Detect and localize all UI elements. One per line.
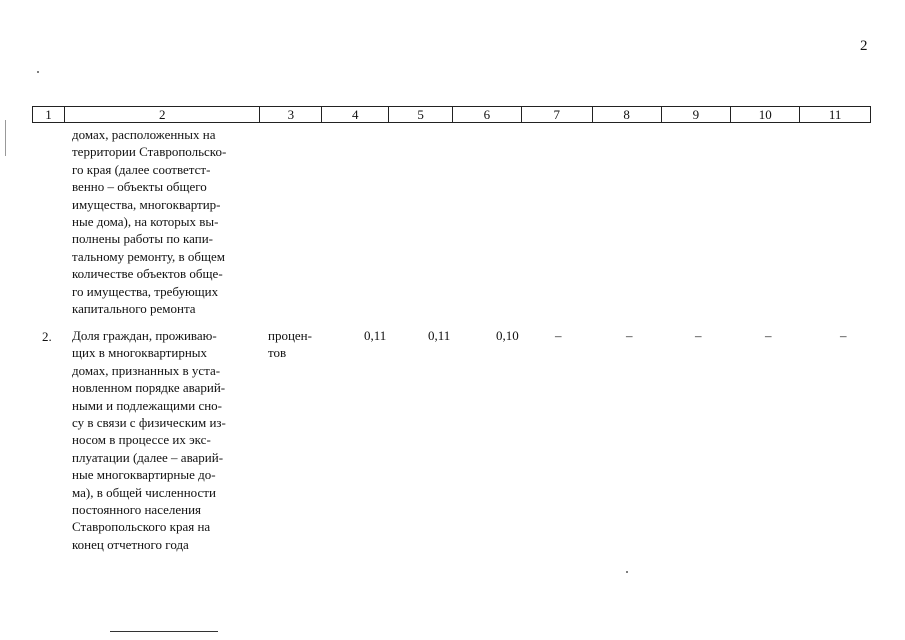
header-col-8: 8 [593,107,662,122]
row2-value-col8: – [626,328,633,343]
row2-value-col10: – [765,328,772,343]
header-col-2: 2 [65,107,261,122]
header-col-4: 4 [322,107,389,122]
row2-unit: процен- тов [268,328,312,361]
row2-description: Доля граждан, проживаю- щих в многоквартирных домах, признанных в уста- новленном порядке аварий- ными и подлежащими сно- су в связи с физическим из- носом в процессе их экс- плуатации (далее – аварий- ные многоквартирные до- ма), в общей численности постоянного населения Ставропольского края на конец отчетного года [72,328,226,552]
table-header-row [32,106,871,123]
header-col-11: 11 [828,107,842,122]
header-col-3: 3 [260,107,322,122]
page-number: 2 [860,38,868,54]
row2-value-col4: 0,11 [364,328,387,343]
header-col-9: 9 [662,107,732,122]
header-col-1: 1 [33,107,65,122]
row2-value-col6: 0,10 [496,328,519,343]
row2-value-col11: – [840,328,847,343]
row2-number: 2. [42,329,52,344]
header-col-5: 5 [389,107,453,122]
scan-speck [37,71,39,73]
header-col-6: 6 [453,107,522,122]
row2-value-col5: 0,11 [428,328,451,343]
header-col-7: 7 [522,107,593,122]
row2-value-col7: – [555,328,562,343]
header-col-10: 10 [731,107,800,122]
footnote-rule [110,631,218,632]
row2-value-col9: – [695,328,702,343]
left-margin-rule [5,120,6,156]
row1-description: домах, расположенных на территории Ставропольско- го края (далее соответст- венно – объекты общего имущества, многоквартир- ные дома), на которых вы- полнены работы по капи- тальному ремонту, в общем количестве объектов обще- го имущества, требующих капитального ремонта [72,127,227,317]
scan-speck [626,571,628,573]
